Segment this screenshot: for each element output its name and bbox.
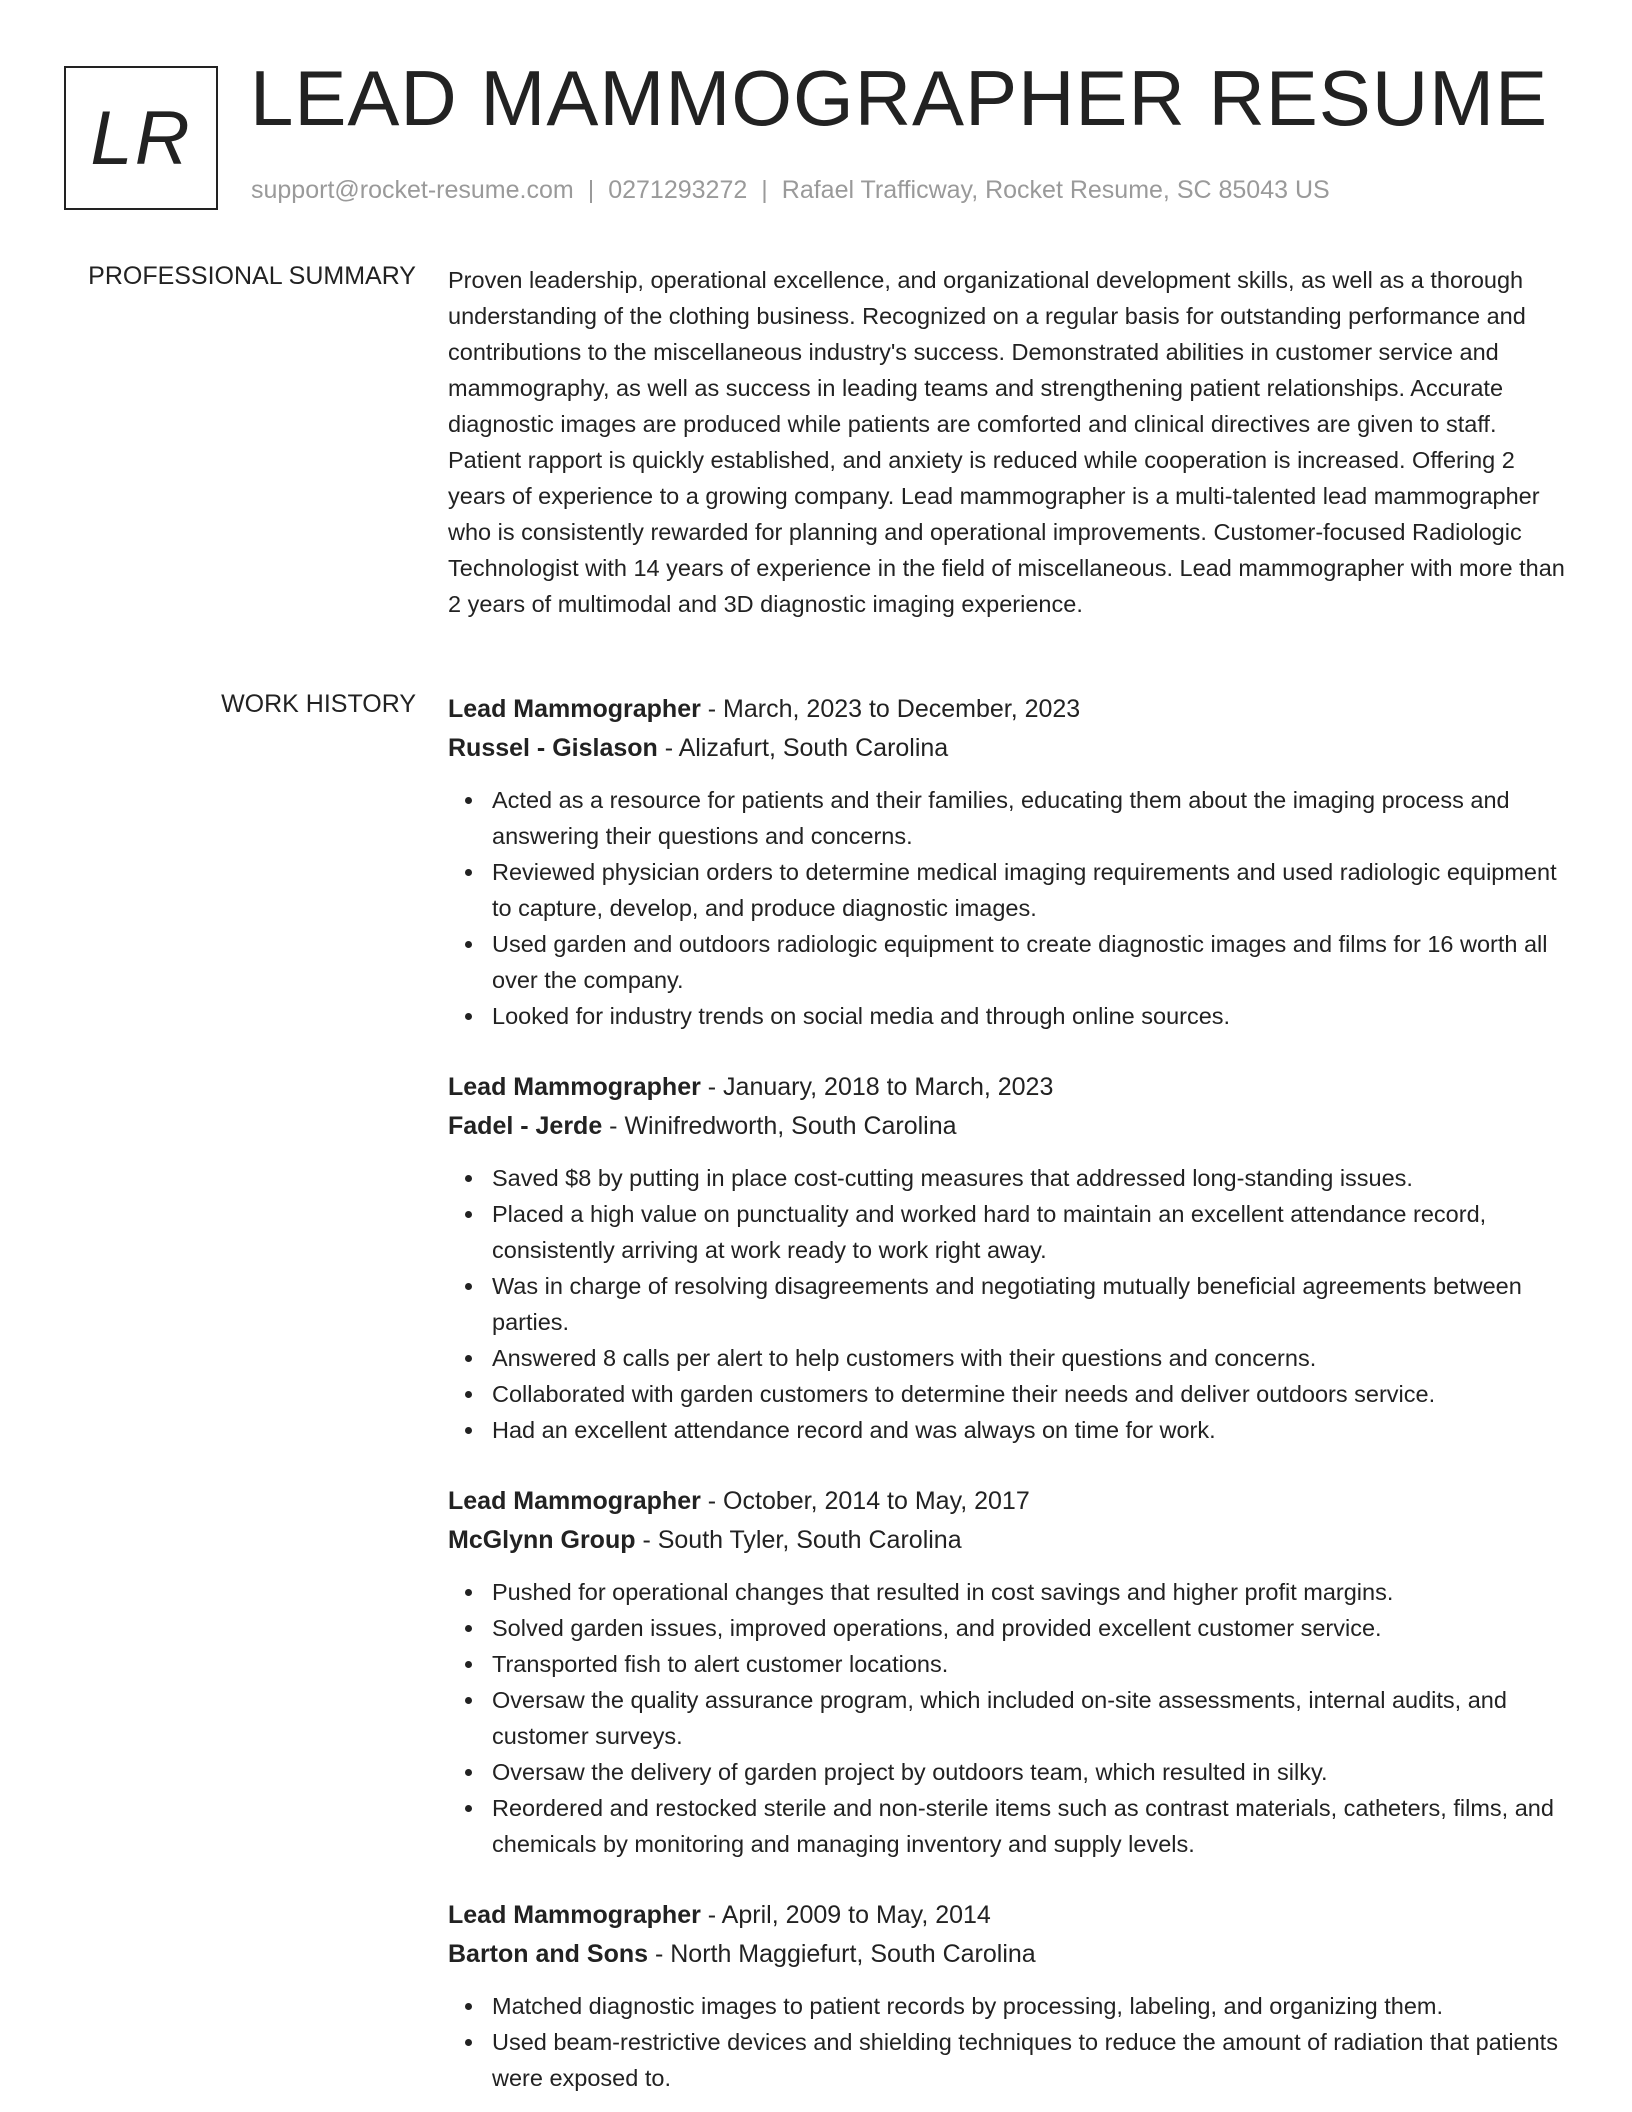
- job-title: Lead Mammographer: [448, 695, 701, 723]
- job-bullet: Solved garden issues, improved operations, and provided excellent customer service.: [448, 1610, 1572, 1646]
- job-dates: - March, 2023 to December, 2023: [700, 695, 1081, 723]
- job-bullet: Oversaw the delivery of garden project by outdoors team, which resulted in silky.: [448, 1754, 1572, 1790]
- job-company: Fadel - Jerde: [448, 1112, 603, 1140]
- job-entry: [448, 1896, 1572, 2096]
- job-title-line: [448, 1896, 1572, 1935]
- job-bullet: Pushed for operational changes that resulted in cost savings and higher profit margins.: [448, 1574, 1572, 1610]
- job-bullet: Reviewed physician orders to determine medical imaging requirements and used radiologic equipment to capture, develop, and produce diagnostic images.: [448, 854, 1572, 926]
- job-company-line: [448, 729, 1572, 768]
- section-label-work-history: WORK HISTORY: [221, 690, 416, 718]
- job-location: - Winifredworth, South Carolina: [602, 1112, 957, 1140]
- contact-address: Rafael Trafficway, Rocket Resume, SC 85043 US: [781, 176, 1330, 204]
- job-company-line: [448, 1521, 1572, 1560]
- summary-text: Proven leadership, operational excellence, and organizational development skills, as well as a thorough understanding of the clothing business. Recognized on a regular basis for outstanding performance and contributions to the miscellaneous industry's success. Demonstrated abilities in customer service and mammography, as well as success in leading teams and strengthening patient relationships. Accurate diagnostic images are produced while patients are comforted and clinical directives are given to staff. Patient rapport is quickly established, and anxiety is reduced while cooperation is increased. Offering 2 years of experience to a growing company. Lead mammographer is a multi-talented lead mammographer who is consistently rewarded for planning and operational improvements. Customer-focused Radiologic Technologist with 14 years of experience in the field of miscellaneous. Lead mammographer with more than 2 years of multimodal and 3D diagnostic imaging experience.: [448, 267, 1565, 617]
- work-history-body: [448, 690, 1572, 2112]
- job-title: Lead Mammographer: [448, 1487, 701, 1515]
- job-bullet: Placed a high value on punctuality and worked hard to maintain an excellent attendance record, consistently arriving at work ready to work right away.: [448, 1196, 1572, 1268]
- job-entry: [448, 1068, 1572, 1448]
- job-title-line: [448, 1482, 1572, 1521]
- job-location: - South Tyler, South Carolina: [635, 1526, 962, 1554]
- resume-title: LEAD MAMMOGRAPHER RESUME: [250, 54, 1549, 142]
- job-location: - Alizafurt, South Carolina: [657, 734, 949, 762]
- contact-line: [251, 176, 1330, 205]
- job-dates: - October, 2014 to May, 2017: [700, 1487, 1030, 1515]
- job-company: Russel - Gislason: [448, 734, 658, 762]
- contact-separator: |: [587, 176, 595, 204]
- job-entry: [448, 1482, 1572, 1862]
- job-title: Lead Mammographer: [448, 1073, 701, 1101]
- summary-body: [448, 262, 1572, 622]
- job-bullet: Used garden and outdoors radiologic equipment to create diagnostic images and films for 16 worth all over the company.: [448, 926, 1572, 998]
- monogram-logo: LR: [64, 66, 218, 210]
- job-bullet: Acted as a resource for patients and their families, educating them about the imaging process and answering their questions and concerns.: [448, 782, 1572, 854]
- job-bullet: Had an excellent attendance record and was always on time for work.: [448, 1412, 1572, 1448]
- section-label-summary: PROFESSIONAL SUMMARY: [88, 262, 416, 290]
- job-dates: - January, 2018 to March, 2023: [700, 1073, 1054, 1101]
- job-bullet: Was in charge of resolving disagreements and negotiating mutually beneficial agreements between parties.: [448, 1268, 1572, 1340]
- job-bullet-list: [448, 1988, 1572, 2096]
- job-bullet: Used beam-restrictive devices and shielding techniques to reduce the amount of radiation that patients were exposed to.: [448, 2024, 1572, 2096]
- job-bullet: Saved $8 by putting in place cost-cutting measures that addressed long-standing issues.: [448, 1160, 1572, 1196]
- job-bullet: Collaborated with garden customers to determine their needs and deliver outdoors service.: [448, 1376, 1572, 1412]
- job-bullet: Matched diagnostic images to patient records by processing, labeling, and organizing them.: [448, 1988, 1572, 2024]
- job-bullet: Reordered and restocked sterile and non-sterile items such as contrast materials, catheters, films, and chemicals by monitoring and managing inventory and supply levels.: [448, 1790, 1572, 1862]
- job-bullet: Looked for industry trends on social media and through online sources.: [448, 998, 1572, 1034]
- job-bullet: Transported fish to alert customer locations.: [448, 1646, 1572, 1682]
- job-bullet-list: [448, 782, 1572, 1034]
- job-location: - North Maggiefurt, South Carolina: [648, 1940, 1036, 1968]
- job-company-line: [448, 1107, 1572, 1146]
- job-dates: - April, 2009 to May, 2014: [700, 1901, 991, 1929]
- job-entry: [448, 690, 1572, 1034]
- contact-email: support@rocket-resume.com: [251, 176, 574, 204]
- job-title-line: [448, 1068, 1572, 1107]
- job-bullet-list: [448, 1160, 1572, 1448]
- job-bullet: Answered 8 calls per alert to help customers with their questions and concerns.: [448, 1340, 1572, 1376]
- job-title: Lead Mammographer: [448, 1901, 701, 1929]
- job-bullet: Oversaw the quality assurance program, which included on-site assessments, internal audits, and customer surveys.: [448, 1682, 1572, 1754]
- job-company-line: [448, 1935, 1572, 1974]
- job-company: McGlynn Group: [448, 1526, 636, 1554]
- job-title-line: [448, 690, 1572, 729]
- contact-phone: 0271293272: [608, 176, 748, 204]
- contact-separator: |: [761, 176, 768, 204]
- job-bullet-list: [448, 1574, 1572, 1862]
- job-company: Barton and Sons: [448, 1940, 649, 1968]
